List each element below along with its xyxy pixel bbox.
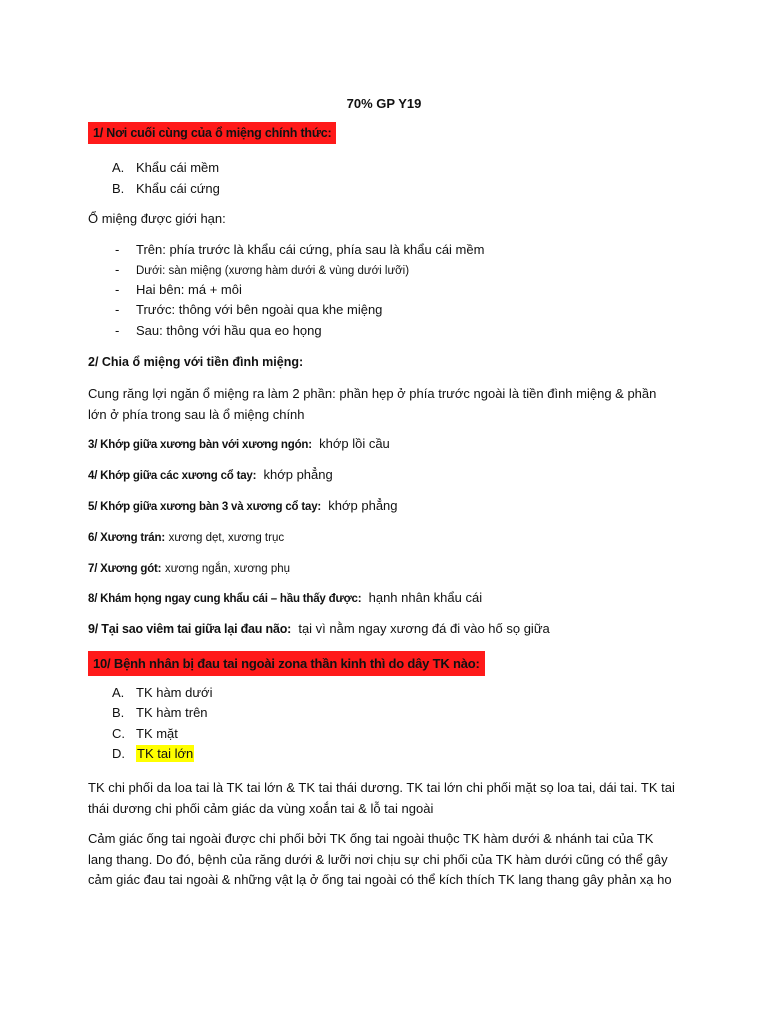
qa-question: 6/ Xương trán: bbox=[88, 532, 165, 544]
qa-answer: xương dẹt, xương trục bbox=[168, 532, 285, 544]
qa-answer: xương ngắn, xương phụ bbox=[164, 563, 291, 575]
qa-item bbox=[88, 529, 284, 544]
q10-explanation-2: Cảm giác ống tai ngoài được chi phối bởi TK ống tai ngoài thuộc TK hàm dưới & nhánh tai của TK lang thang. Do đó, bệnh của răng dưới & lưỡi nơi chịu sự chi phối của TK hàm dưới cũng có thể gây cảm giác đau tai ngoài & những vật lạ ở ống tai ngoài có thể kích thích TK lang thang gây phản xạ ho bbox=[88, 831, 672, 887]
question-10-text: 10/ Bệnh nhân bị đau tai ngoài zona thần kinh thì do dây TK nào: bbox=[88, 651, 485, 676]
q10-option-a: A. TK hàm dưới bbox=[112, 685, 213, 700]
question-1-text: 1/ Nơi cuối cùng của ổ miệng chính thức: bbox=[88, 122, 336, 144]
qa-item bbox=[88, 621, 550, 636]
option-text: Khẩu cái cứng bbox=[136, 181, 220, 196]
qa-question: 9/ Tại sao viêm tai giữa lại đau não: bbox=[88, 622, 292, 636]
qa-answer: hạnh nhân khẩu cái bbox=[368, 590, 483, 605]
q1-bound-item: - Trước: thông với bên ngoài qua khe miệng bbox=[115, 302, 383, 317]
qa-item bbox=[88, 467, 333, 482]
option-letter: B. bbox=[112, 181, 125, 196]
q1-bound-item: - Trên: phía trước là khẩu cái cứng, phía sau là khẩu cái mềm bbox=[115, 242, 485, 257]
qa-answer: khớp phẳng bbox=[328, 498, 398, 513]
option-letter: A. bbox=[112, 160, 125, 175]
q1-bound-item: - Hai bên: má + môi bbox=[115, 282, 242, 297]
q2-answer: Cung răng lợi ngăn ổ miệng ra làm 2 phần: phần hẹp ở phía trước ngoài là tiền đình miệng & phần lớn ở phía trong sau là ổ miệng chính bbox=[88, 386, 657, 422]
qa-answer: tại vì nằm ngay xương đá đi vào hố sọ giữa bbox=[298, 621, 550, 636]
option-text: Khẩu cái mềm bbox=[136, 160, 220, 175]
qa-item bbox=[88, 590, 482, 605]
qa-item bbox=[88, 498, 398, 513]
qa-question: 7/ Xương gót: bbox=[88, 563, 162, 575]
qa-answer: khớp phẳng bbox=[263, 467, 333, 482]
q1-option-a bbox=[112, 160, 219, 175]
correct-answer-highlight: TK tai lớn bbox=[137, 746, 194, 761]
q1-bound-item: - Sau: thông với hầu qua eo họng bbox=[115, 323, 322, 338]
question-2: 2/ Chia ổ miệng với tiền đình miệng: bbox=[88, 355, 304, 369]
q10-option-d: D. TK tai lớn bbox=[112, 746, 194, 761]
qa-item bbox=[88, 436, 390, 451]
question-1 bbox=[88, 124, 336, 142]
qa-question: 5/ Khớp giữa xương bàn 3 và xương cổ tay: bbox=[88, 501, 322, 513]
q10-option-c: C. TK mặt bbox=[112, 726, 178, 741]
qa-item bbox=[88, 560, 290, 575]
page-title: 70% GP Y19 bbox=[346, 96, 422, 111]
qa-question: 3/ Khớp giữa xương bàn với xương ngón: bbox=[88, 439, 312, 451]
qa-answer: khớp lồi cầu bbox=[319, 436, 390, 451]
q10-explanation-1: TK chi phối da loa tai là TK tai lớn & TK tai thái dương. TK tai lớn chi phối mặt sọ loa tai, dái tai. TK tai thái dương chi phối cảm giác da vùng xoắn tai & lỗ tai ngoài bbox=[88, 780, 675, 816]
q10-option-b: B. TK hàm trên bbox=[112, 705, 208, 720]
q1-intro: Ổ miệng được giới hạn: bbox=[88, 211, 226, 226]
q1-option-b bbox=[112, 181, 220, 196]
qa-question: 8/ Khám họng ngay cung khẩu cái – hầu thấy được: bbox=[88, 593, 362, 605]
question-10 bbox=[88, 655, 485, 673]
q1-bound-item: - Dưới: sàn miệng (xương hàm dưới & vùng dưới lưỡi) bbox=[115, 262, 410, 277]
qa-question: 4/ Khớp giữa các xương cổ tay: bbox=[88, 470, 257, 482]
